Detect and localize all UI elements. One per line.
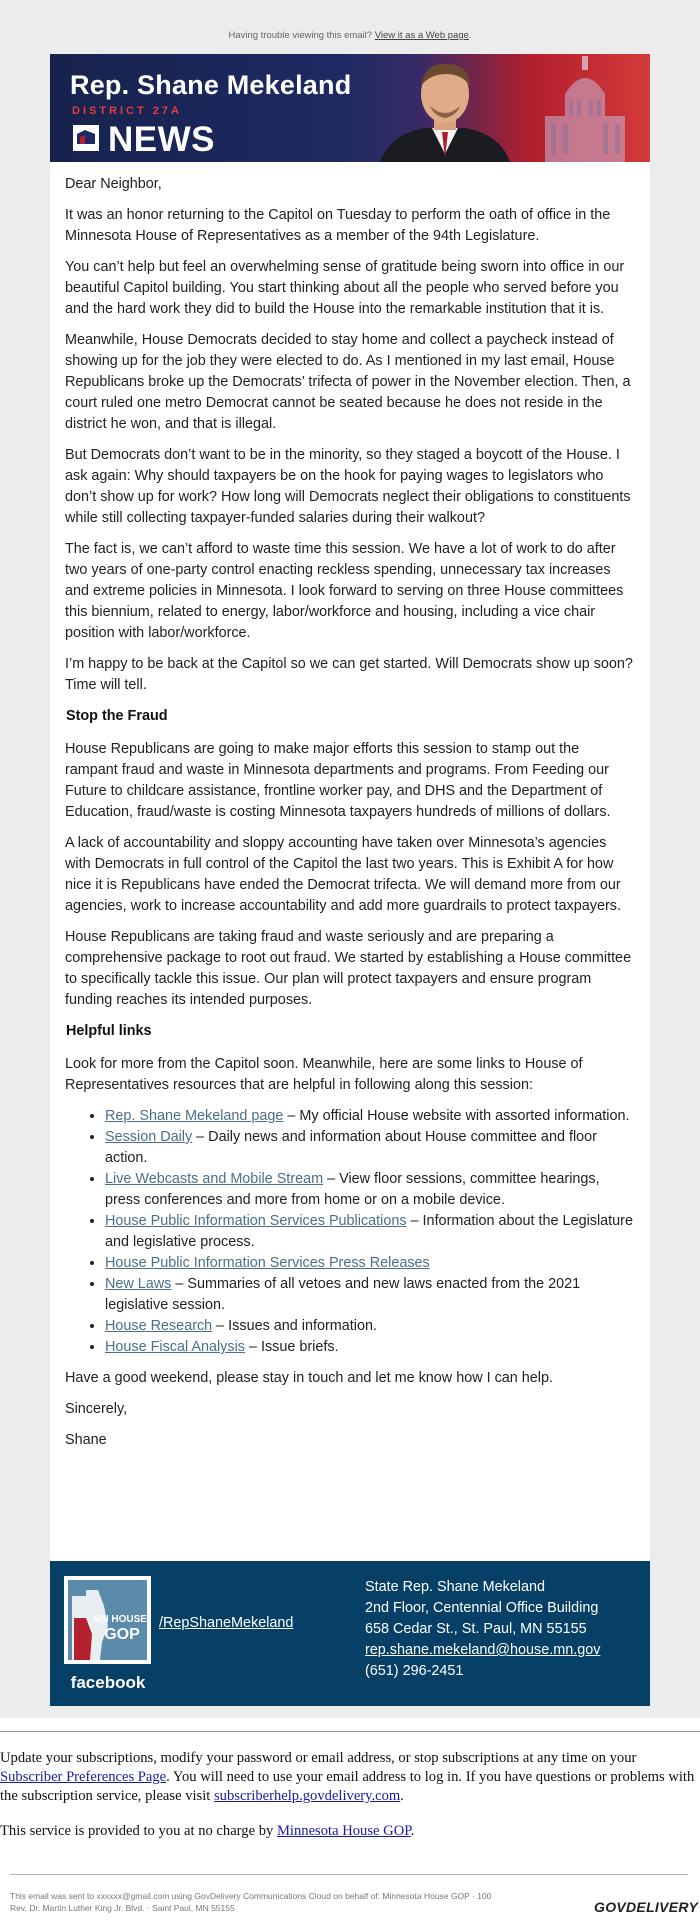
contact-email-link[interactable]: rep.shane.mekeland@house.mn.gov xyxy=(365,1642,601,1658)
list-item xyxy=(105,1253,635,1274)
banner-title: Rep. Shane Mekeland xyxy=(70,70,352,100)
body-paragraph: You can’t help but feel an overwhelming sense of gratitude being sworn into office in our beautiful Capitol building. You start thinking about all the people who served before you and the hard work they did to build the House into the remarkable institution that it is. xyxy=(65,259,625,317)
links-heading: Helpful links xyxy=(66,1023,152,1039)
fraud-paragraph: House Republicans are going to make major efforts this session to stamp out the rampant fraud and waste in Minnesota departments and programs. From Feeding our Future to childcare assistance, frontline worker pay, and DHS and the Department of Education, fraud/waste is costing Minnesota taxpayers hundreds of millions of dollars. xyxy=(65,741,611,820)
link-description: – Issue briefs. xyxy=(244,1339,339,1355)
fiscal-analysis-link[interactable]: House Fiscal Analysis xyxy=(105,1339,245,1355)
banner-district: DISTRICT 27A xyxy=(72,105,182,117)
subscriber-preferences-link[interactable]: Subscriber Preferences Page xyxy=(0,1769,167,1785)
greeting: Dear Neighbor, xyxy=(65,176,162,192)
facebook-logo-icon[interactable] xyxy=(64,1576,151,1694)
new-laws-link[interactable]: New Laws xyxy=(105,1276,172,1292)
header-banner xyxy=(50,54,650,162)
legal-footer xyxy=(10,1890,570,1914)
session-daily-link[interactable]: Session Daily xyxy=(105,1129,193,1145)
body-paragraph: I’m happy to be back at the Capitol so we can get started. Will Democrats show up soon? Time will tell. xyxy=(65,656,633,693)
banner-news: NEWS xyxy=(108,120,215,159)
list-item xyxy=(105,1169,635,1211)
body-paragraph: It was an honor returning to the Capitol on Tuesday to perform the oath of office in the Minnesota House of Representatives as a member of the 94th Legislature. xyxy=(65,207,611,244)
govdelivery-logo[interactable]: GOVDELIVERY xyxy=(594,1899,699,1915)
fraud-paragraph: House Republicans are taking fraud and waste seriously and are preparing a comprehensive package to root out fraud. We started by establishing a House committee to specifically tackle this issue. Our plan will protect taxpayers and ensure program funding reaches its intended purposes. xyxy=(65,929,632,1008)
logo-text-mnhouse: MN HOUSE xyxy=(93,1614,147,1625)
service-text: . xyxy=(410,1823,415,1839)
divider xyxy=(0,1731,700,1732)
legal-line: Rev. Dr. Martin Luther King Jr. Blvd. · Saint Paul, MN 55155 xyxy=(10,1903,235,1913)
subscription-text: . You will need to use your email address to log in. If you have questions or problems with the subscription service, please visit xyxy=(0,1769,695,1804)
rep-portrait-image xyxy=(370,54,520,162)
legal-line: This email was sent to xxxxxx@gmail.com using GovDelivery Communications Cloud on behalf of: Minnesota House GOP · 100 xyxy=(10,1891,492,1901)
list-item xyxy=(105,1274,635,1316)
body-paragraph: But Democrats don’t want to be in the minority, so they staged a boycott of the House. I ask again: Why should taxpayers be on the hook for paying wages to legislators who don’t show up for work? How long will Democrats neglect their obligations to constituents while still collecting taxpayer-funded salaries during their walkout? xyxy=(65,447,631,526)
preheader xyxy=(0,30,700,41)
list-item xyxy=(105,1337,635,1358)
facebook-wordmark: facebook xyxy=(70,1673,146,1692)
service-paragraph xyxy=(0,1822,700,1841)
list-item xyxy=(105,1211,635,1253)
email-body xyxy=(65,174,635,1461)
link-description: – My official House website with assorted information. xyxy=(283,1108,630,1124)
service-text: This service is provided to you at no charge by xyxy=(0,1823,277,1839)
house-seal-icon xyxy=(72,124,100,152)
list-item xyxy=(105,1316,635,1337)
contact-address-line2: 658 Cedar St., St. Paul, MN 55155 xyxy=(365,1621,587,1637)
webcasts-link[interactable]: Live Webcasts and Mobile Stream xyxy=(105,1171,324,1187)
publications-link[interactable]: House Public Information Services Publications xyxy=(105,1213,407,1229)
links-intro: Look for more from the Capitol soon. Meanwhile, here are some links to House of Representatives resources that are helpful in following along this session: xyxy=(65,1056,583,1093)
contact-address-line1: 2nd Floor, Centennial Office Building xyxy=(365,1600,599,1616)
preheader-end: . xyxy=(468,30,472,41)
link-description: – View floor sessions, committee hearings, press conferences and more from home or on a mobile device. xyxy=(105,1171,600,1208)
subscriber-help-link[interactable]: subscriberhelp.govdelivery.com xyxy=(214,1788,401,1804)
signature: Shane xyxy=(65,1432,107,1448)
contact-name: State Rep. Shane Mekeland xyxy=(365,1579,546,1595)
fraud-paragraph: A lack of accountability and sloppy accounting have taken over Minnesota’s agencies with Democrats in full control of the Capitol the last two years. This is Exhibit A for how nice it is Republicans have ended the Democrat trifecta. We will demand more from our agencies, work to increase accountability and add more guardrails to protect taxpayers. xyxy=(65,835,621,914)
logo-text-gop: GOP xyxy=(104,1626,140,1643)
email-card xyxy=(50,54,650,1706)
body-paragraph: The fact is, we can’t afford to waste time this session. We have a lot of work to do after two years of one-party control enacting reckless spending, unnecessary tax increases and extreme policies in Minnesota. I look forward to serving on three House committees this biennium, related to energy, labor/workforce and housing, including a vice chair position with labor/workforce. xyxy=(65,541,624,641)
fraud-heading: Stop the Fraud xyxy=(66,708,168,724)
preheader-text: Having trouble viewing this email? xyxy=(228,30,375,41)
subscription-text: Update your subscriptions, modify your password or email address, or stop subscriptions at any time on your xyxy=(0,1750,637,1766)
facebook-page-link[interactable]: /RepShaneMekeland xyxy=(159,1615,294,1631)
link-description: – Summaries of all vetoes and new laws enacted from the 2021 legislative session. xyxy=(105,1276,581,1313)
subscription-paragraph xyxy=(0,1749,700,1806)
divider xyxy=(10,1874,688,1875)
contact-block xyxy=(365,1577,600,1682)
rep-page-link[interactable]: Rep. Shane Mekeland page xyxy=(105,1108,284,1124)
subscription-text: . xyxy=(400,1788,404,1804)
view-web-link[interactable]: View it as a Web page xyxy=(374,30,469,41)
contact-footer xyxy=(50,1561,650,1706)
signoff: Sincerely, xyxy=(65,1401,128,1417)
link-description: – Information about the Legislature and legislative process. xyxy=(105,1213,633,1250)
list-item xyxy=(105,1106,635,1127)
minnesota-house-gop-link[interactable]: Minnesota House GOP xyxy=(276,1823,411,1839)
helpful-links-list xyxy=(65,1106,635,1358)
closing-text: Have a good weekend, please stay in touch and let me know how I can help. xyxy=(65,1370,553,1386)
link-description: – Issues and information. xyxy=(212,1318,377,1334)
subscription-notice xyxy=(0,1749,700,1857)
list-item xyxy=(105,1127,635,1169)
house-research-link[interactable]: House Research xyxy=(105,1318,213,1334)
capitol-dome-image xyxy=(505,54,650,162)
body-paragraph: Meanwhile, House Democrats decided to stay home and collect a paycheck instead of showing up for the job they were elected to do. As I mentioned in my last email, House Republicans broke up the Democrats’ trifecta of power in the November election. Then, a court ruled one metro Democrat cannot be seated because he does not reside in the district he won, and that is illegal. xyxy=(65,332,631,432)
press-releases-link[interactable]: House Public Information Services Press Releases xyxy=(105,1255,430,1271)
link-description: – Daily news and information about House committee and floor action. xyxy=(105,1129,597,1166)
contact-phone: (651) 296-2451 xyxy=(365,1663,464,1679)
